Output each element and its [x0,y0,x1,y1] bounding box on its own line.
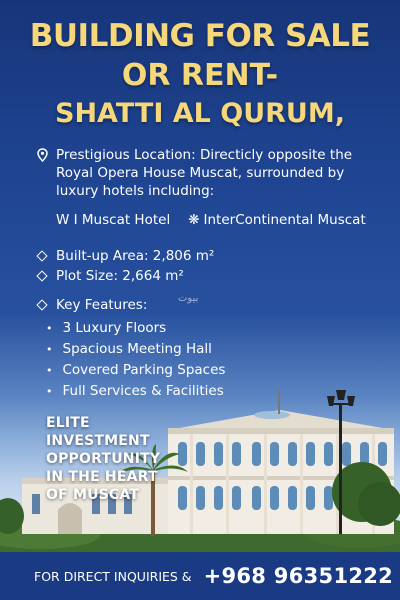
contact-cta: FOR DIRECT INQUIRIES & [34,568,192,584]
location-pin-icon [34,146,50,162]
elite-line-1: ELITE INVESTMENT [46,415,150,449]
hotel-list [56,210,366,230]
key-features-heading [34,296,147,314]
hotel-intercontinental: InterContinental Muscat [203,212,366,228]
diamond-bullet-icon [34,247,50,260]
elite-line-4: OF MUSCAT [46,487,140,503]
diamond-bullet-icon [34,267,50,280]
phone-number[interactable]: +968 96351222 [203,564,394,588]
diamond-bullet-icon [34,296,50,309]
headline-line-1: BUILDING FOR SALE [29,18,371,54]
headline-line-3: SHATTI AL QURUM, [55,98,345,129]
headline-line-2: OR RENT- [121,58,279,93]
list-item: • 3 Luxury Floors [46,318,225,339]
key-features-text: Key Features: [56,297,148,313]
location-text: Prestigious Location: Directicly opposite the Royal Opera House Muscat, surrounded by luxury hotels including: [56,147,353,199]
watermark: بيوت [178,293,199,304]
star-icon: ❋ [188,212,200,228]
contact-bar [0,552,400,600]
elite-line-3: IN THE HEART [46,469,158,485]
plot-size [34,267,184,285]
plot-size-text: Plot Size: 2,664 m² [56,268,184,284]
location-section [34,146,374,200]
list-item: • Spacious Meeting Hall [46,339,225,360]
built-up-area-text: Built-up Area: 2,806 m² [56,248,215,264]
headline [0,16,400,132]
list-item: • Full Services & Facilities [46,381,225,402]
elite-tagline [46,414,196,504]
list-item: • Covered Parking Spaces [46,360,225,381]
elite-line-2: OPPORTUNITY [46,451,161,467]
built-up-area [34,247,214,265]
hotel-w-muscat: W I Muscat Hotel [56,212,171,228]
